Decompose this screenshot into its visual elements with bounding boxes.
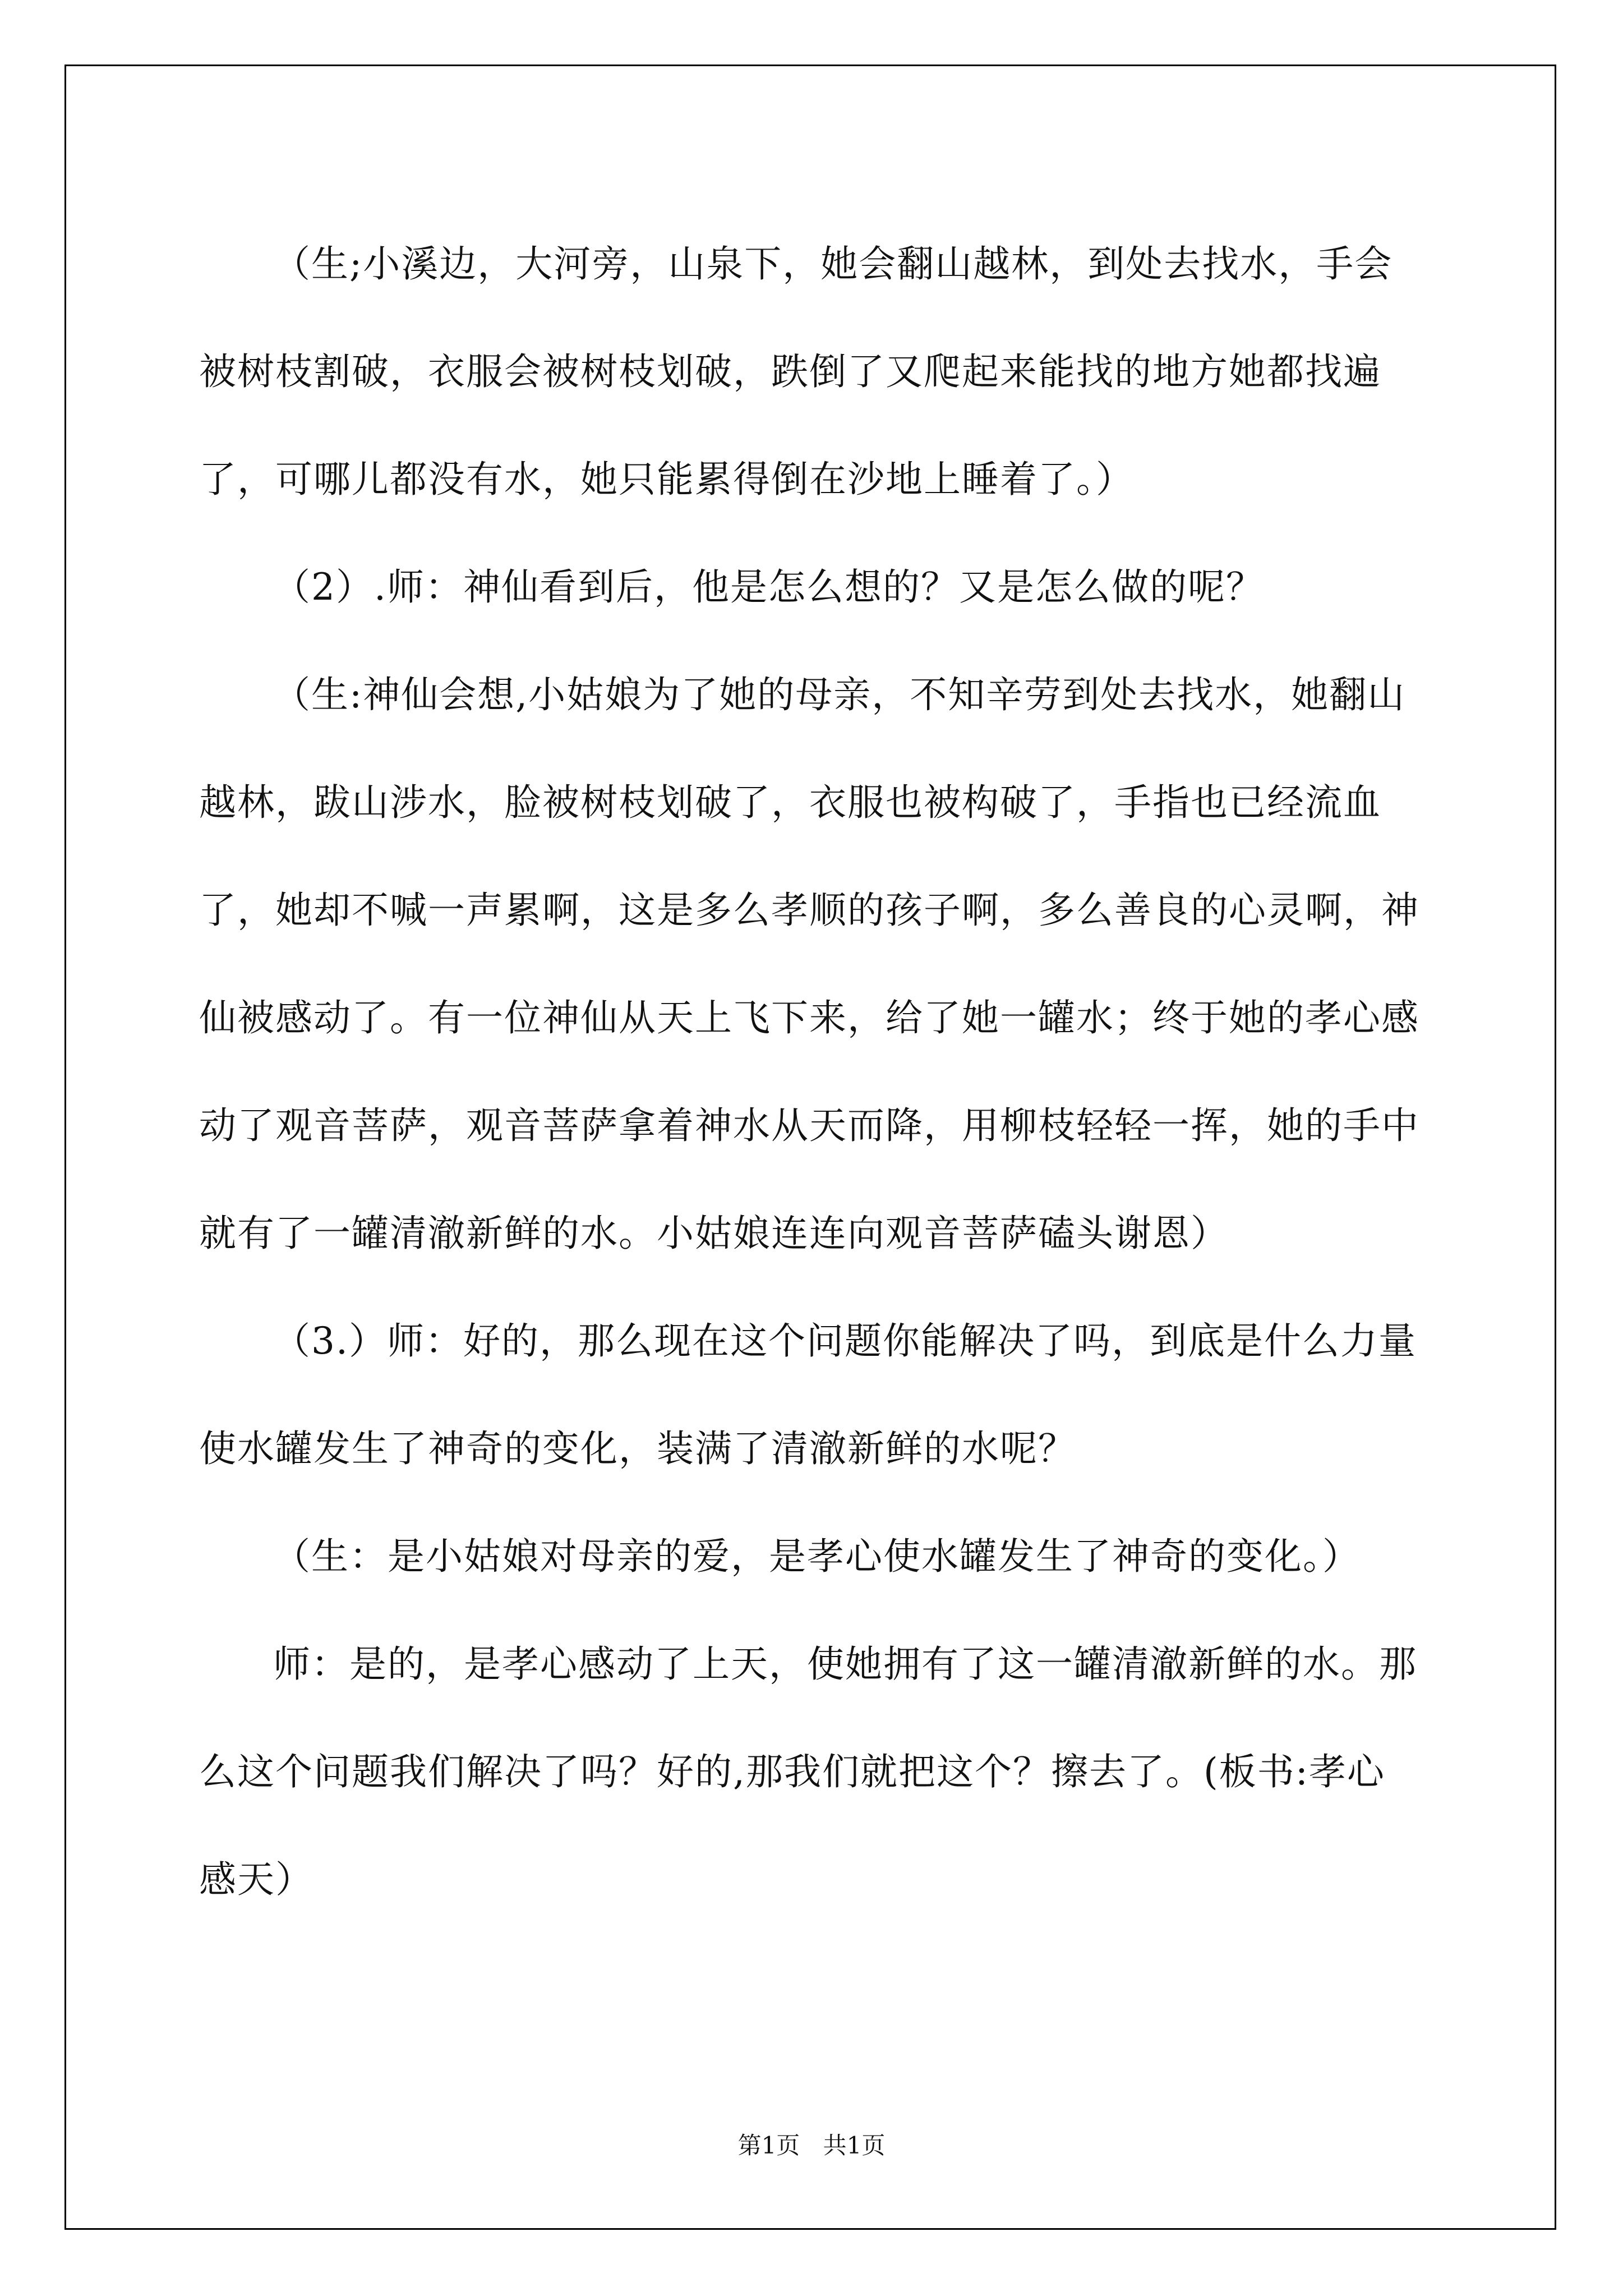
page-number: 第1页 [737, 2132, 800, 2159]
page-total: 共1页 [823, 2132, 886, 2159]
document-body [199, 210, 1422, 1934]
paragraph-teacher-summary: 师：是的，是孝心感动了上天，使她拥有了这一罐清澈新鲜的水。那么这个问题我们解决了吗？好的,那我们就把这个？擦去了。(板书:孝心感天） [199, 1642, 1417, 1901]
paragraph-student-answer-1: （生;小溪边，大河旁，山泉下，她会翻山越林，到处去找水，手会被树枝割破，衣服会被树枝划破，跌倒了又爬起来能找的地方她都找遍了，可哪儿都没有水，她只能累得倒在沙地上睡着了。） [199, 242, 1393, 501]
paragraph-teacher-question-3: （3.）师：好的，那么现在这个问题你能解决了吗，到底是什么力量使水罐发生了神奇的变化，装满了清澈新鲜的水呢？ [199, 1319, 1417, 1470]
paragraph-teacher-question-2: （2）.师：神仙看到后，他是怎么想的？又是怎么做的呢？ [273, 565, 1264, 609]
page-footer [0, 2129, 1623, 2162]
paragraph-student-answer-2: （生:神仙会想,小姑娘为了她的母亲，不知辛劳到处去找水，她翻山越林，跋山涉水，脸被树枝划破了，衣服也被构破了，手指也已经流血了，她却不喊一声累啊，这是多么孝顺的孩子啊，多么善良的心灵啊，神仙被感动了。有一位神仙从天上飞下来，给了她一罐水；终于她的孝心感动了观音菩萨，观音菩萨拿着神水从天而降，用柳枝轻轻一挥，她的手中就有了一罐清澈新鲜的水。小姑娘连连向观音菩萨磕头谢恩） [199, 673, 1419, 1255]
paragraph-student-answer-3: （生：是小姑娘对母亲的爱，是孝心使水罐发生了神奇的变化。） [273, 1535, 1361, 1578]
